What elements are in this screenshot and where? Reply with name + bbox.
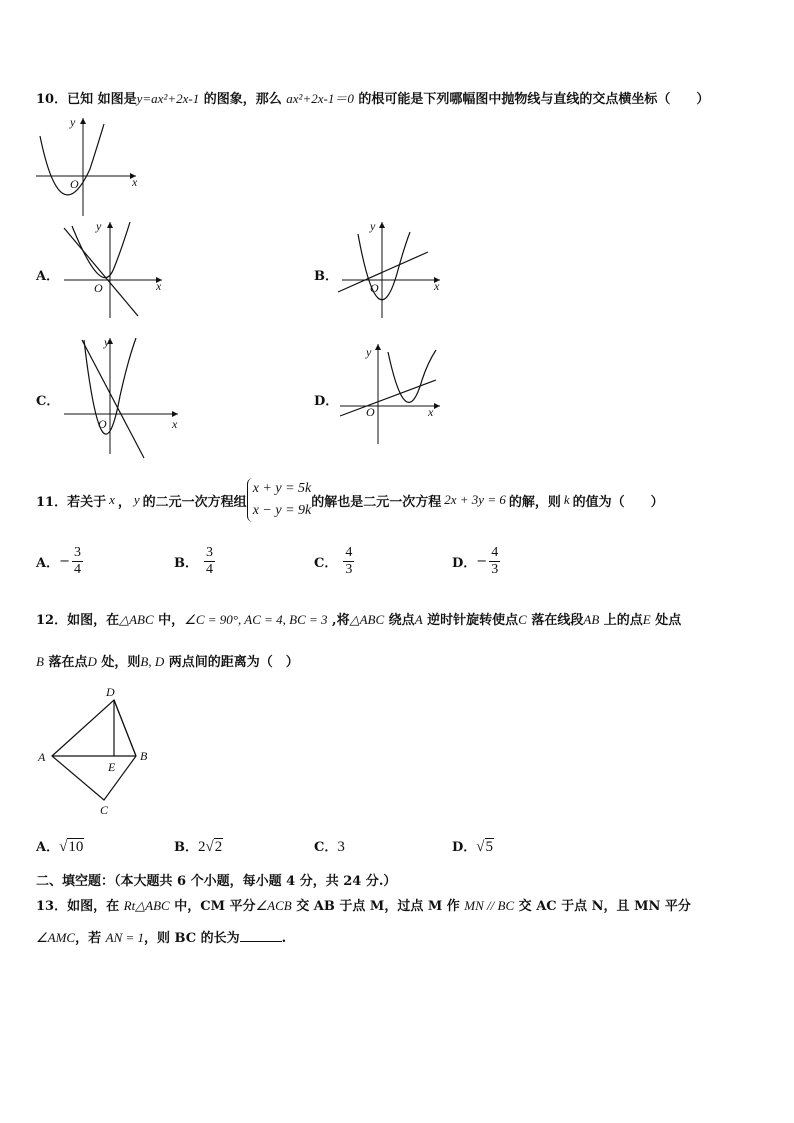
q12-figure <box>34 682 164 818</box>
origin-label: O <box>70 177 79 191</box>
label-e: E <box>108 760 116 774</box>
answer-blank[interactable] <box>240 941 282 942</box>
q10-option-a[interactable]: A． <box>36 269 60 284</box>
svg-text:y: y <box>366 345 372 359</box>
svg-text:y: y <box>96 219 102 233</box>
q12-option-d[interactable]: D．√5 <box>452 839 494 855</box>
q12-stem-line1: 12．如图，在△ABC 中，∠C = 90°, AC = 4, BC = 3 ,将△ABC 绕点A 逆时针旋转使点C 落在线段AB 上的点E 处点 <box>36 612 682 628</box>
q11-stem: 11．若关于 x ， y 的二元一次方程组 x + y = 5k x − y = 9k 的解也是二元一次方程 2x + 3y = 6 的解，则 k 的值为（ ） <box>36 478 664 522</box>
q10-graph-a <box>58 218 168 322</box>
q10-graph-c <box>58 334 183 460</box>
label-a: A <box>38 750 46 764</box>
svg-text:O: O <box>366 405 375 419</box>
svg-text:x: x <box>172 417 178 431</box>
svg-text:O: O <box>98 417 107 431</box>
q12-stem-line2: B 落在点D 处，则B, D 两点间的距离为（ ） <box>36 654 299 670</box>
q13-stem-line1: 13．如图，在 Rt△ABC 中，CM 平分∠ACB 交 AB 于点 M，过点 M 作 MN // BC 交 AC 于点 N，且 MN 平分 <box>36 898 691 914</box>
q10-main-graph <box>36 114 146 218</box>
section-heading: 二、填空题：（本大题共 6 个小题，每小题 4 分，共 24 分.） <box>36 874 397 889</box>
q12-option-c[interactable]: C．3 <box>314 839 345 855</box>
equation-system: x + y = 5k x − y = 9k <box>247 478 312 522</box>
q10-graph-b <box>336 218 446 322</box>
q12-option-a[interactable]: A．√10 <box>36 839 84 855</box>
q13-stem-line2: ∠AMC，若 AN = 1，则 BC 的长为 . <box>36 930 287 946</box>
q10-graph-d <box>336 340 446 448</box>
x-label: x <box>132 175 138 189</box>
svg-text:y: y <box>370 219 376 233</box>
q10-option-b[interactable]: B． <box>314 269 338 284</box>
label-c: C <box>100 803 109 817</box>
q10-option-d[interactable]: D． <box>314 394 339 409</box>
y-label: y <box>70 115 76 129</box>
svg-text:O: O <box>94 281 103 295</box>
label-d: D <box>106 685 115 699</box>
q11-option-b[interactable]: B． $\frac{3}{4}$ <box>174 545 213 577</box>
q10-stem: 10．已知 如图是y=ax²+2x-1 的图象，那么 ax²+2x-1＝0 的根可能是下列哪幅图中抛物线与直线的交点横坐标（ ） <box>36 91 710 107</box>
svg-text:O: O <box>370 281 379 295</box>
svg-text:y: y <box>104 335 110 349</box>
q10-option-c[interactable]: C． <box>36 394 60 409</box>
label-b: B <box>140 749 148 763</box>
q11-option-a[interactable]: A． − $\frac{3}{4}$ <box>36 545 81 577</box>
q12-option-b[interactable]: B．2√2 <box>174 839 223 855</box>
svg-text:x: x <box>434 279 440 293</box>
svg-text:x: x <box>428 405 434 419</box>
svg-text:x: x <box>156 279 162 293</box>
q11-option-c[interactable]: C． $\frac{4}{3}$ <box>314 545 353 577</box>
q11-option-d[interactable]: D． − $\frac{4}{3}$ <box>452 545 499 577</box>
